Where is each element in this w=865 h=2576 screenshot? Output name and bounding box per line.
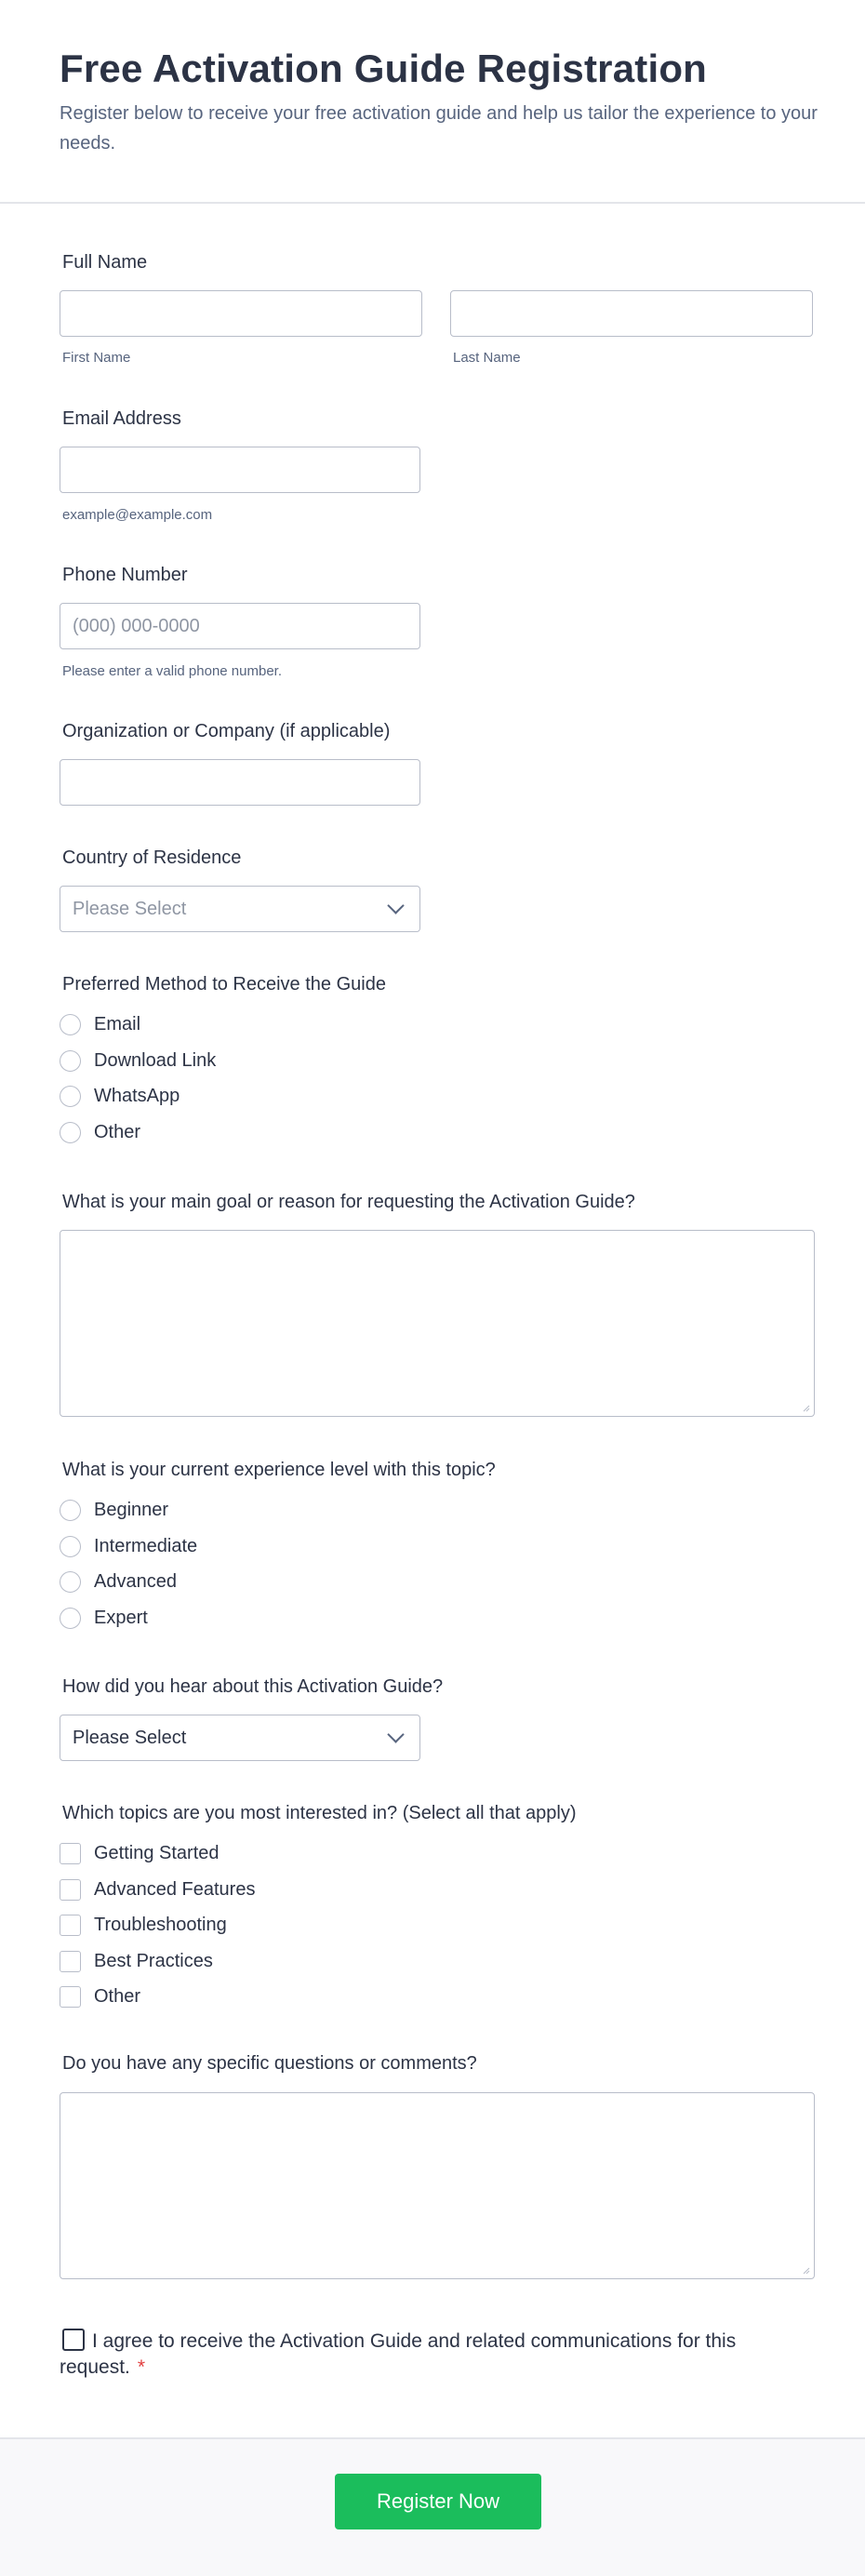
- method-option-label: WhatsApp: [94, 1085, 180, 1106]
- method-label: Preferred Method to Receive the Guide: [62, 974, 386, 994]
- topic-option-label: Best Practices: [94, 1950, 213, 1971]
- phone-sublabel: Please enter a valid phone number.: [62, 663, 282, 679]
- method-option-label: Email: [94, 1013, 141, 1034]
- checkbox[interactable]: [60, 1986, 81, 2008]
- first-name-sublabel: First Name: [62, 350, 131, 366]
- method-option-email[interactable]: [60, 1011, 140, 1037]
- experience-option-label: Beginner: [94, 1499, 169, 1520]
- radio-button[interactable]: [60, 1608, 81, 1629]
- topic-option-getting-started[interactable]: [60, 1840, 220, 1866]
- method-option-label: Download Link: [94, 1049, 217, 1071]
- last-name-input[interactable]: [450, 290, 813, 337]
- source-select-value: Please Select: [73, 1727, 187, 1748]
- checkbox[interactable]: [60, 1879, 81, 1901]
- form-header: [0, 0, 865, 204]
- country-select[interactable]: [60, 886, 420, 932]
- questions-label: Do you have any specific questions or comments?: [62, 2053, 477, 2074]
- form-footer: [0, 2437, 865, 2576]
- topic-option-label: Troubleshooting: [94, 1914, 227, 1935]
- topic-option-best-practices[interactable]: [60, 1948, 213, 1974]
- organization-input[interactable]: [60, 759, 420, 806]
- phone-input[interactable]: [60, 603, 420, 649]
- experience-option-label: Intermediate: [94, 1535, 198, 1556]
- experience-option-beginner[interactable]: [60, 1497, 168, 1523]
- experience-option-intermediate[interactable]: [60, 1533, 197, 1559]
- chevron-down-icon: [387, 1726, 404, 1742]
- page-title: Free Activation Guide Registration: [60, 47, 708, 90]
- topics-label: Which topics are you most interested in? (Select all that apply): [62, 1803, 577, 1823]
- questions-textarea[interactable]: [60, 2092, 815, 2279]
- radio-button[interactable]: [60, 1014, 81, 1035]
- topic-option-troubleshooting[interactable]: [60, 1912, 227, 1938]
- consent-text: I agree to receive the Activation Guide and related communications for this request.: [60, 2330, 737, 2378]
- chevron-down-icon: [387, 897, 404, 914]
- radio-button[interactable]: [60, 1571, 81, 1593]
- experience-option-expert[interactable]: [60, 1605, 148, 1631]
- resize-handle-icon[interactable]: [801, 2265, 810, 2275]
- experience-option-label: Expert: [94, 1607, 148, 1628]
- consent-field[interactable]: [60, 2329, 766, 2381]
- checkbox[interactable]: [60, 1951, 81, 1972]
- checkbox[interactable]: [60, 1915, 81, 1936]
- experience-option-advanced[interactable]: [60, 1568, 177, 1595]
- experience-label: What is your current experience level with this topic?: [62, 1460, 496, 1480]
- required-asterisk: *: [137, 2356, 146, 2378]
- page-subtitle: Register below to receive your free activation guide and help us tailor the experience to your needs.: [60, 103, 818, 153]
- last-name-sublabel: Last Name: [453, 350, 521, 366]
- experience-option-label: Advanced: [94, 1570, 177, 1592]
- country-label: Country of Residence: [62, 848, 242, 868]
- method-option-whatsapp[interactable]: [60, 1083, 180, 1109]
- checkbox[interactable]: [60, 1843, 81, 1864]
- radio-button[interactable]: [60, 1050, 81, 1072]
- first-name-input[interactable]: [60, 290, 422, 337]
- radio-button[interactable]: [60, 1500, 81, 1521]
- consent-checkbox[interactable]: [62, 2329, 85, 2351]
- register-now-button[interactable]: Register Now: [335, 2474, 541, 2529]
- topic-option-label: Other: [94, 1985, 141, 2007]
- email-label: Email Address: [62, 408, 181, 429]
- topic-option-advanced-features[interactable]: [60, 1876, 255, 1902]
- topic-option-other[interactable]: [60, 1983, 140, 2009]
- method-option-download-link[interactable]: [60, 1048, 216, 1074]
- source-label: How did you hear about this Activation Guide?: [62, 1676, 444, 1697]
- email-input[interactable]: [60, 447, 420, 493]
- phone-label: Phone Number: [62, 565, 188, 585]
- method-option-other[interactable]: [60, 1119, 140, 1145]
- email-sublabel: example@example.com: [62, 507, 213, 523]
- radio-button[interactable]: [60, 1122, 81, 1143]
- country-select-value: Please Select: [73, 898, 187, 919]
- radio-button[interactable]: [60, 1536, 81, 1557]
- resize-handle-icon[interactable]: [801, 1403, 810, 1412]
- source-select[interactable]: [60, 1715, 420, 1761]
- topic-option-label: Advanced Features: [94, 1878, 256, 1900]
- goal-textarea[interactable]: [60, 1230, 815, 1417]
- full-name-label: Full Name: [62, 252, 148, 273]
- radio-button[interactable]: [60, 1086, 81, 1107]
- topic-option-label: Getting Started: [94, 1842, 220, 1863]
- goal-label: What is your main goal or reason for requesting the Activation Guide?: [62, 1192, 635, 1212]
- method-option-label: Other: [94, 1121, 141, 1142]
- organization-label: Organization or Company (if applicable): [62, 721, 391, 741]
